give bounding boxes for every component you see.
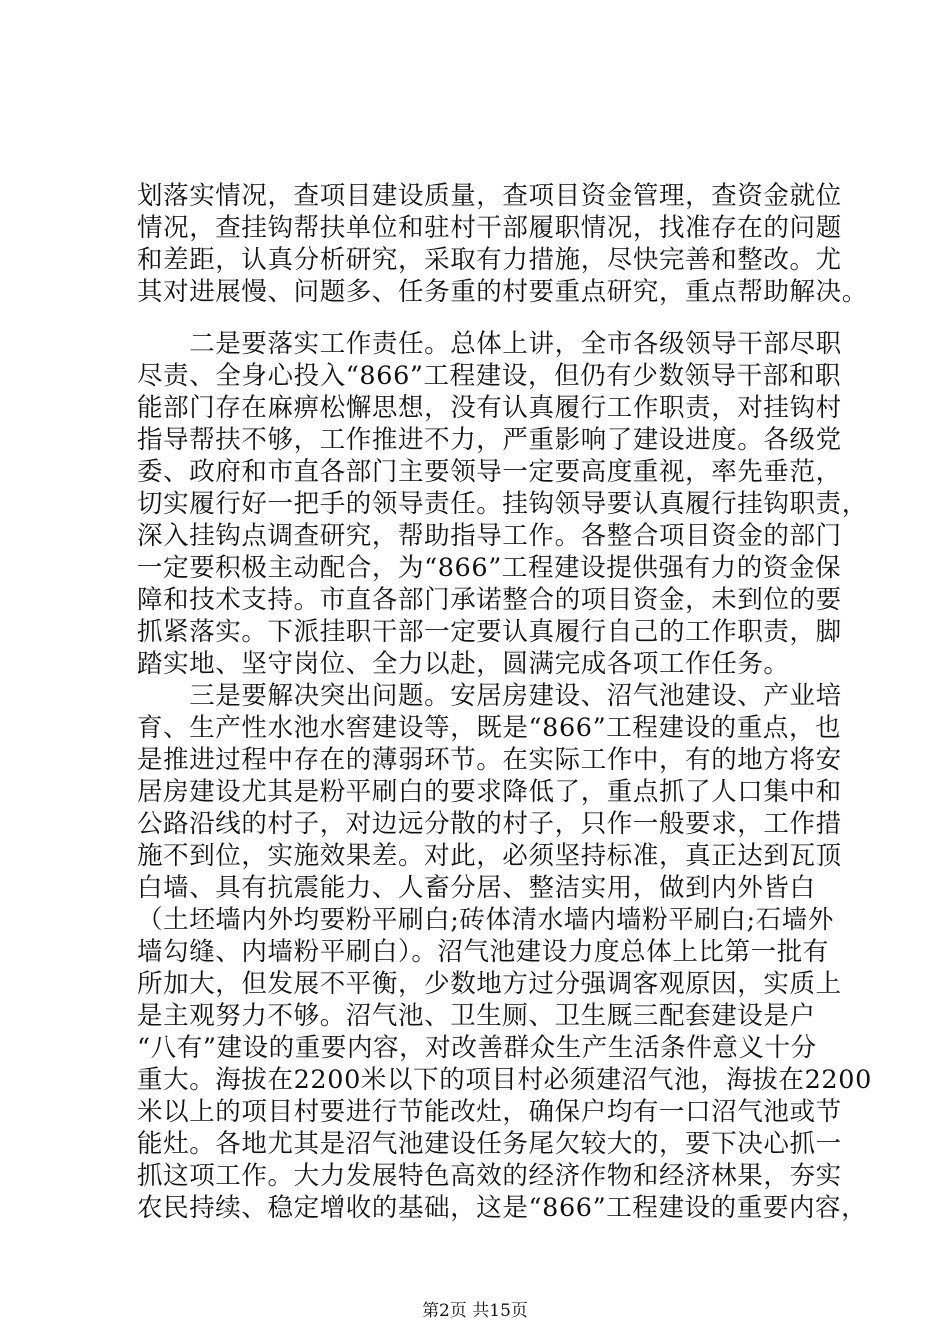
text-line: 育、生产性水池水窖建设等，既是“866”工程建设的重点，也 <box>137 713 842 743</box>
text-line: 白墙、具有抗震能力、人畜分居、整洁实用，做到内外皆白 <box>137 873 816 903</box>
text-line: 其对进展慢、问题多、任务重的村要重点研究，重点帮助解决。 <box>137 277 868 307</box>
text-line: 踏实地、坚守岗位、全力以赴，圆满完成各项工作任务。 <box>137 649 790 679</box>
text-line: 情况，查挂钩帮扶单位和驻村干部履职情况，找准存在的问题 <box>137 213 842 243</box>
text-line: 农民持续、稳定增收的基础，这是“866”工程建设的重要内容， <box>137 1193 868 1223</box>
text-line: 公路沿线的村子，对边远分散的村子，只作一般要求，工作措 <box>137 809 842 839</box>
text-line: 居房建设尤其是粉平刷白的要求降低了，重点抓了人口集中和 <box>137 777 842 807</box>
text-line: 米以上的项目村要进行节能改灶，确保户均有一口沼气池或节 <box>137 1097 842 1127</box>
text-line: 是主观努力不够。沼气池、卫生厕、卫生厩三配套建设是户 <box>137 1001 816 1031</box>
text-line: 指导帮扶不够，工作推进不力，严重影响了建设进度。各级党 <box>137 425 842 455</box>
text-line: 施不到位，实施效果差。对此，必须坚持标准，真正达到瓦顶 <box>137 841 842 871</box>
text-line: 所加大，但发展不平衡，少数地方过分强调客观原因，实质上 <box>137 969 842 999</box>
text-line: 障和技术支持。市直各部门承诺整合的项目资金，未到位的要 <box>137 585 842 615</box>
text-line: 重大。海拔在2200米以下的项目村必须建沼气池，海拔在2200 <box>137 1065 872 1095</box>
text-line: 抓这项工作。大力发展特色高效的经济作物和经济林果，夯实 <box>137 1161 842 1191</box>
text-line: 二是要落实工作责任。总体上讲，全市各级领导干部尽职 <box>137 329 842 359</box>
text-line: 墙勾缝、内墙粉平刷白）。沼气池建设力度总体上比第一批有 <box>137 937 829 967</box>
text-line: （土坯墙内外均要粉平刷白;砖体清水墙内墙粉平刷白;石墙外 <box>137 905 834 935</box>
text-line: 委、政府和市直各部门主要领导一定要高度重视，率先垂范， <box>137 457 842 487</box>
text-line: 划落实情况，查项目建设质量，查项目资金管理，查资金就位 <box>137 181 842 211</box>
text-line: 是推进过程中存在的薄弱环节。在实际工作中，有的地方将安 <box>137 745 842 775</box>
page-number-footer: 第2页 共15页 <box>422 1301 528 1321</box>
text-line: 三是要解决突出问题。安居房建设、沼气池建设、产业培 <box>137 681 842 711</box>
text-line: 能灶。各地尤其是沼气池建设任务尾欠较大的，要下决心抓一 <box>137 1129 842 1159</box>
text-line: 切实履行好一把手的领导责任。挂钩领导要认真履行挂钩职责， <box>137 489 868 519</box>
text-line: 深入挂钩点调查研究，帮助指导工作。各整合项目资金的部门 <box>137 521 842 551</box>
text-line: 能部门存在麻痹松懈思想，没有认真履行工作职责，对挂钩村 <box>137 393 842 423</box>
text-line: 抓紧落实。下派挂职干部一定要认真履行自己的工作职责，脚 <box>137 617 842 647</box>
text-line: 尽责、全身心投入“866”工程建设，但仍有少数领导干部和职 <box>137 361 842 391</box>
text-line: 一定要积极主动配合，为“866”工程建设提供强有力的资金保 <box>137 553 842 583</box>
text-line: 和差距，认真分析研究，采取有力措施，尽快完善和整改。尤 <box>137 245 842 275</box>
text-line: “八有”建设的重要内容，对改善群众生产生活条件意义十分 <box>137 1033 817 1063</box>
